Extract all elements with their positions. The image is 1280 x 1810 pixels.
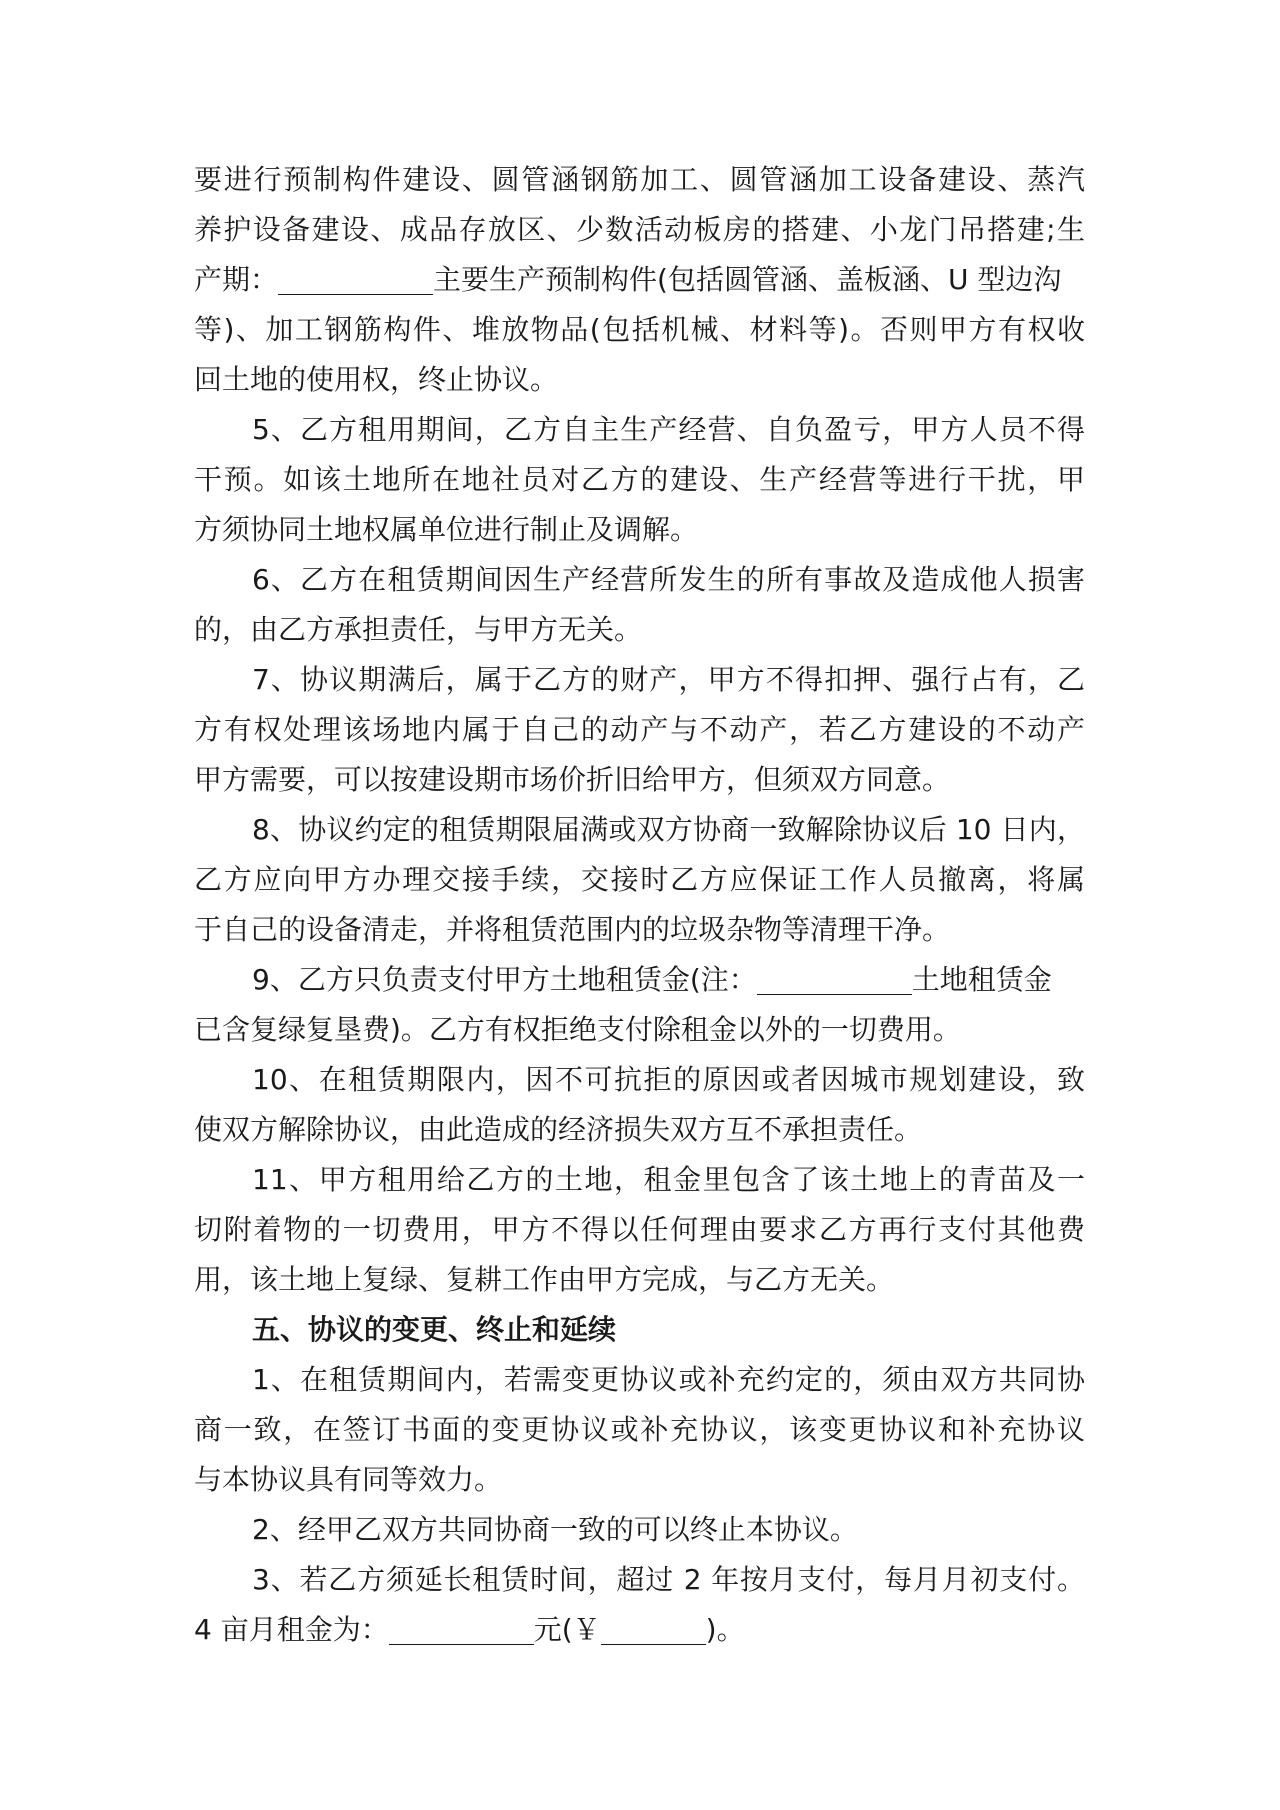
text-line: 干预。如该土地所在地社员对乙方的建设、生产经营等进行干扰，甲: [194, 463, 1085, 496]
line-text: 产期：: [194, 263, 279, 296]
text-line: 回土地的使用权，终止协议。: [194, 363, 559, 396]
clause-7: 7、协议期满后，属于乙方的财产，甲方不得扣押、强行占有，乙: [252, 663, 1085, 696]
line-text: )。: [705, 1613, 745, 1646]
text-line: 与本协议具有同等效力。: [194, 1463, 503, 1496]
text-line: 养护设备建设、成品存放区、少数活动板房的搭建、小龙门吊搭建;生: [194, 213, 1085, 246]
fill-in-blank-rent-amount-number[interactable]: [601, 1610, 706, 1645]
section5-clause-2: 2、经甲乙双方共同协商一致的可以终止本协议。: [252, 1513, 858, 1546]
clause-5: 5、乙方租用期间，乙方自主生产经营、自负盈亏，甲方人员不得: [252, 413, 1085, 446]
text-line: 等)、加工钢筋构件、堆放物品(包括机械、材料等)。否则甲方有权收: [194, 313, 1085, 346]
text-line: 使双方解除协议，由此造成的经济损失双方互不承担责任。: [194, 1113, 923, 1146]
clause-11: 11、甲方租用给乙方的土地，租金里包含了该土地上的青苗及一: [252, 1163, 1085, 1196]
fill-in-blank-rent-amount-words[interactable]: [389, 1610, 534, 1645]
text-line: 乙方应向甲方办理交接手续，交接时乙方应保证工作人员撤离，将属: [194, 863, 1085, 896]
clause-9: [252, 955, 1085, 1005]
rent-amount-line: [194, 1605, 1085, 1655]
text-line: 已含复绿复垦费)。乙方有权拒绝支付除租金以外的一切费用。: [194, 1013, 961, 1046]
fill-in-blank-rent-note[interactable]: [757, 960, 912, 995]
fill-in-blank-production-period[interactable]: [278, 260, 433, 295]
clause-8: 8、协议约定的租赁期限届满或双方协商一致解除协议后 10 日内，: [252, 813, 1085, 846]
line-text: 土地租赁金: [911, 963, 1052, 996]
text-line: 甲方需要，可以按建设期市场价折旧给甲方，但须双方同意。: [194, 763, 951, 796]
text-line: 的，由乙方承担责任，与甲方无关。: [194, 613, 643, 646]
section5-clause-3: 3、若乙方须延长租赁时间，超过 2 年按月支付，每月月初支付。: [252, 1563, 1085, 1596]
text-line: 方须协同土地权属单位进行制止及调解。: [194, 513, 699, 546]
line-text: 主要生产预制构件(包括圆管涵、盖板涵、U 型边沟: [433, 263, 1062, 296]
line-text: 元(￥: [533, 1613, 601, 1646]
text-line: 方有权处理该场地内属于自己的动产与不动产，若乙方建设的不动产: [194, 713, 1085, 746]
section5-clause-1: 1、在租赁期间内，若需变更协议或补充约定的，须由双方共同协: [252, 1363, 1085, 1396]
line-text: 4 亩月租金为：: [194, 1613, 389, 1646]
text-line: 于自己的设备清走，并将租赁范围内的垃圾杂物等清理干净。: [194, 913, 951, 946]
text-line: 商一致，在签订书面的变更协议或补充协议，该变更协议和补充协议: [194, 1413, 1085, 1446]
text-line: 切附着物的一切费用，甲方不得以任何理由要求乙方再行支付其他费: [194, 1213, 1085, 1246]
text-line: 用，该土地上复绿、复耕工作由甲方完成，与乙方无关。: [194, 1263, 895, 1296]
clause-6: 6、乙方在租赁期间因生产经营所发生的所有事故及造成他人损害: [252, 563, 1085, 596]
text-line-with-blank: [194, 255, 1085, 305]
section-heading: 五、协议的变更、终止和延续: [252, 1313, 617, 1346]
clause-10: 10、在租赁期限内，因不可抗拒的原因或者因城市规划建设，致: [252, 1063, 1085, 1096]
line-text: 9、乙方只负责支付甲方土地租赁金(注：: [252, 963, 757, 996]
text-line: 要进行预制构件建设、圆管涵钢筋加工、圆管涵加工设备建设、蒸汽: [194, 163, 1085, 196]
